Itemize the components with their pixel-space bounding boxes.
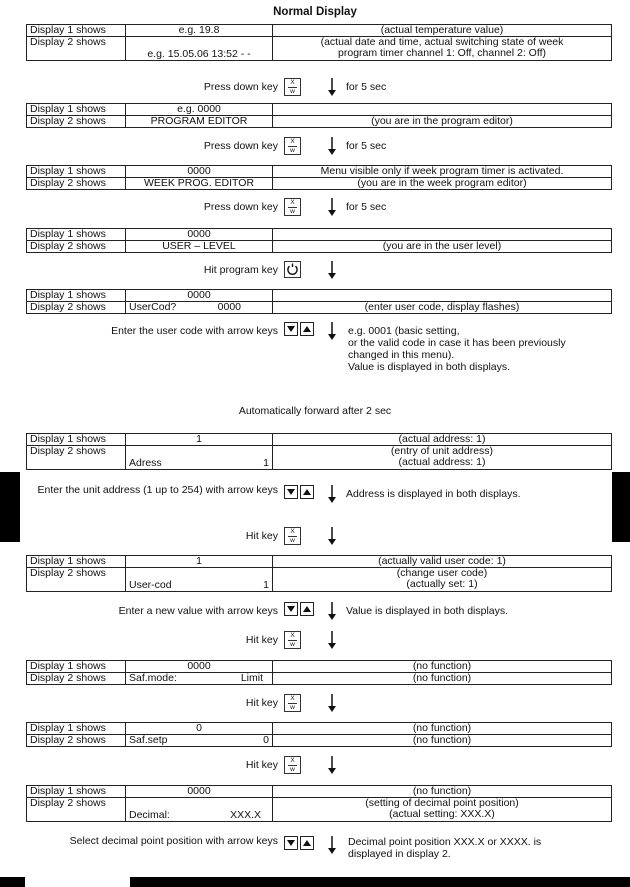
display-1-value: 1 <box>196 433 202 445</box>
down-key-icon: X w <box>284 137 301 155</box>
table-row <box>27 434 612 446</box>
down-arrow-icon <box>328 485 336 503</box>
display-2-param: UserCod? <box>129 301 177 313</box>
label-display-1: Display 1 shows <box>27 661 126 673</box>
table-row <box>27 568 612 592</box>
step-hit-program-key <box>0 261 630 281</box>
display-2-value: PROGRAM EDITOR <box>150 115 248 127</box>
table-row <box>27 556 612 568</box>
display-2-param: Saf.setp <box>129 734 168 746</box>
step-press-down-key <box>0 198 630 218</box>
display-1-desc: (no function) <box>273 786 612 798</box>
down-arrow-icon <box>328 527 336 545</box>
display-1-desc <box>273 290 612 302</box>
display-2-value: 1 <box>263 457 269 469</box>
step-text: Enter the user code with arrow keys <box>111 325 278 337</box>
display-2-desc-line-1: (actual date and time, actual switching state of week <box>320 36 564 48</box>
step-hit-key <box>0 527 630 547</box>
label-display-1: Display 1 shows <box>27 786 126 798</box>
down-key-icon: X w <box>284 78 301 96</box>
display-2-param: Adress <box>129 457 162 469</box>
label-display-1: Display 1 shows <box>27 104 126 116</box>
page-title: Normal Display <box>273 6 357 18</box>
display-2-param: Decimal: <box>129 809 170 821</box>
display-1-value: 1 <box>196 555 202 567</box>
down-arrow-icon <box>328 261 336 279</box>
down-arrow-icon <box>328 602 336 620</box>
display-table-normal <box>26 24 612 61</box>
label-display-1: Display 1 shows <box>27 229 126 241</box>
step-duration: for 5 sec <box>346 81 387 93</box>
decimal-note: Decimal point position XXX.X or XXXX. is displayed in display 2. <box>348 836 542 860</box>
down-arrow-icon <box>328 694 336 712</box>
down-arrow-icon <box>328 137 336 155</box>
table-row <box>27 798 612 822</box>
arrow-up-key-icon <box>300 485 314 499</box>
display-2-value: WEEK PROG. EDITOR <box>143 177 255 189</box>
table-row <box>27 673 612 685</box>
label-display-2: Display 2 shows <box>27 673 126 685</box>
label-display-2: Display 2 shows <box>27 178 126 190</box>
step-text: Press down key <box>203 140 278 152</box>
display-1-desc <box>273 104 612 116</box>
step-text: Hit key <box>245 697 278 709</box>
display-2-desc: (you are in the program editor) <box>273 116 612 128</box>
step-enter-new-value <box>0 602 630 622</box>
label-display-2: Display 2 shows <box>27 116 126 128</box>
down-arrow-icon <box>328 756 336 774</box>
table-row <box>27 178 612 190</box>
display-2-desc: (no function) <box>273 735 612 747</box>
step-hit-key <box>0 631 630 651</box>
display-table-user-level <box>26 228 612 253</box>
display-2-desc: (you are in the week program editor) <box>273 178 612 190</box>
display-1-desc <box>273 229 612 241</box>
display-2-desc-line-2: program timer channel 1: Off, channel 2: Off) <box>338 47 546 59</box>
step-text: Hit key <box>245 759 278 771</box>
display-table-safety-mode <box>26 660 612 685</box>
step-text: Hit key <box>245 530 278 542</box>
arrow-down-key-icon <box>284 485 298 499</box>
display-1-value: e.g. 19.8 <box>178 24 220 36</box>
down-key-icon: X w <box>284 756 301 774</box>
step-text: Press down key <box>203 201 278 213</box>
display-2-value: 1 <box>263 579 269 591</box>
display-1-value: 0000 <box>187 289 211 301</box>
display-2-param: User-cod <box>129 579 172 591</box>
program-key-icon <box>284 261 301 278</box>
value-note: Value is displayed in both displays. <box>346 605 509 617</box>
arrow-up-key-icon <box>300 836 314 850</box>
display-2-desc-line-2: (actual setting: XXX.X) <box>389 808 495 820</box>
down-arrow-icon <box>328 322 336 340</box>
user-code-note: e.g. 0001 (basic setting, or the valid code in case it has been previously changed in this menu). Value is displayed in both displays. <box>348 325 566 373</box>
display-2-desc-line-1: (setting of decimal point position) <box>365 797 519 809</box>
table-row <box>27 290 612 302</box>
display-2-value: XXX.X <box>230 809 261 821</box>
table-row <box>27 661 612 673</box>
display-2-value: 0 <box>263 734 269 746</box>
display-table-safety-setpoint <box>26 722 612 747</box>
arrow-keys <box>284 836 316 853</box>
display-2-value: USER – LEVEL <box>162 240 236 252</box>
display-table-program-editor <box>26 103 612 128</box>
table-row <box>27 104 612 116</box>
display-table-week-program <box>26 165 612 190</box>
table-row <box>27 229 612 241</box>
arrow-up-key-icon <box>300 322 314 336</box>
down-key-icon: X w <box>284 527 301 545</box>
arrow-keys <box>284 602 316 619</box>
display-2-desc-line-1: (change user code) <box>396 567 488 579</box>
arrow-keys <box>284 485 316 502</box>
step-text: Enter a new value with arrow keys <box>118 605 278 617</box>
table-row <box>27 37 612 61</box>
step-duration: for 5 sec <box>346 201 387 213</box>
arrow-down-key-icon <box>284 322 298 336</box>
step-press-down-key <box>0 78 630 98</box>
label-display-1: Display 1 shows <box>27 25 126 37</box>
display-table-address <box>26 433 612 470</box>
label-display-1: Display 1 shows <box>27 556 126 568</box>
down-arrow-icon <box>328 78 336 96</box>
down-key-icon: X w <box>284 198 301 216</box>
display-2-value: 0000 <box>217 301 241 313</box>
table-row <box>27 735 612 747</box>
label-display-2: Display 2 shows <box>27 37 126 61</box>
display-1-desc: Menu visible only if week program timer is activated. <box>273 166 612 178</box>
step-text: Select decimal point position with arrow keys <box>69 835 278 847</box>
label-display-2: Display 2 shows <box>27 241 126 253</box>
display-1-value: 0000 <box>187 165 211 177</box>
step-text: Hit key <box>245 634 278 646</box>
display-1-value: 0000 <box>187 660 211 672</box>
display-1-desc: (actual temperature value) <box>273 25 612 37</box>
display-1-value: 0 <box>196 722 202 734</box>
label-display-2: Display 2 shows <box>27 798 126 822</box>
step-text: Enter the unit address (1 up to 254) with arrow keys <box>37 484 278 496</box>
table-row <box>27 723 612 735</box>
display-2-value: Limit <box>240 672 263 684</box>
arrow-down-key-icon <box>284 836 298 850</box>
display-table-decimal <box>26 785 612 822</box>
down-key-icon: X w <box>284 631 301 649</box>
display-2-desc: (no function) <box>273 673 612 685</box>
down-key-icon: X w <box>284 694 301 712</box>
step-enter-unit-address <box>0 485 630 505</box>
display-1-value: e.g. 0000 <box>177 103 221 115</box>
step-hit-key <box>0 694 630 714</box>
auto-forward-text: Automatically forward after 2 sec <box>238 405 392 417</box>
display-2-desc-line-2: (actually set: 1) <box>406 578 478 590</box>
label-display-1: Display 1 shows <box>27 166 126 178</box>
display-2-desc: (you are in the user level) <box>273 241 612 253</box>
label-display-1: Display 1 shows <box>27 290 126 302</box>
display-2-param: Saf.mode: <box>129 672 177 684</box>
down-arrow-icon <box>328 198 336 216</box>
label-display-2: Display 2 shows <box>27 735 126 747</box>
display-2-value: e.g. 15.05.06 13:52 - - <box>147 48 251 60</box>
label-display-2: Display 2 shows <box>27 302 126 314</box>
display-1-value: 0000 <box>187 785 211 797</box>
table-row <box>27 241 612 253</box>
arrow-keys <box>284 322 316 339</box>
down-arrow-icon <box>328 631 336 649</box>
label-display-2: Display 2 shows <box>27 568 126 592</box>
scan-artifact-bottom-left <box>0 877 25 887</box>
step-press-down-key <box>0 137 630 157</box>
step-text: Hit program key <box>203 264 278 276</box>
scan-artifact-bottom-right <box>130 877 630 887</box>
arrow-down-key-icon <box>284 602 298 616</box>
table-row <box>27 786 612 798</box>
display-1-desc: (actual address: 1) <box>273 434 612 446</box>
display-2-desc-line-1: (entry of unit address) <box>390 445 494 457</box>
label-display-2: Display 2 shows <box>27 446 126 470</box>
table-row <box>27 446 612 470</box>
table-row <box>27 302 612 314</box>
display-table-user-code <box>26 289 612 314</box>
display-2-desc: (enter user code, display flashes) <box>273 302 612 314</box>
label-display-1: Display 1 shows <box>27 434 126 446</box>
display-table-user-code-change <box>26 555 612 592</box>
table-row <box>27 116 612 128</box>
table-row <box>27 166 612 178</box>
address-note: Address is displayed in both displays. <box>346 488 521 500</box>
arrow-up-key-icon <box>300 602 314 616</box>
down-arrow-icon <box>328 836 336 854</box>
display-1-desc: (actually valid user code: 1) <box>273 556 612 568</box>
display-1-value: 0000 <box>187 228 211 240</box>
step-text: Press down key <box>203 81 278 93</box>
display-2-desc-line-2: (actual address: 1) <box>398 456 486 468</box>
display-1-desc: (no function) <box>273 661 612 673</box>
step-duration: for 5 sec <box>346 140 387 152</box>
table-row <box>27 25 612 37</box>
step-hit-key <box>0 756 630 776</box>
label-display-1: Display 1 shows <box>27 723 126 735</box>
display-1-desc: (no function) <box>273 723 612 735</box>
